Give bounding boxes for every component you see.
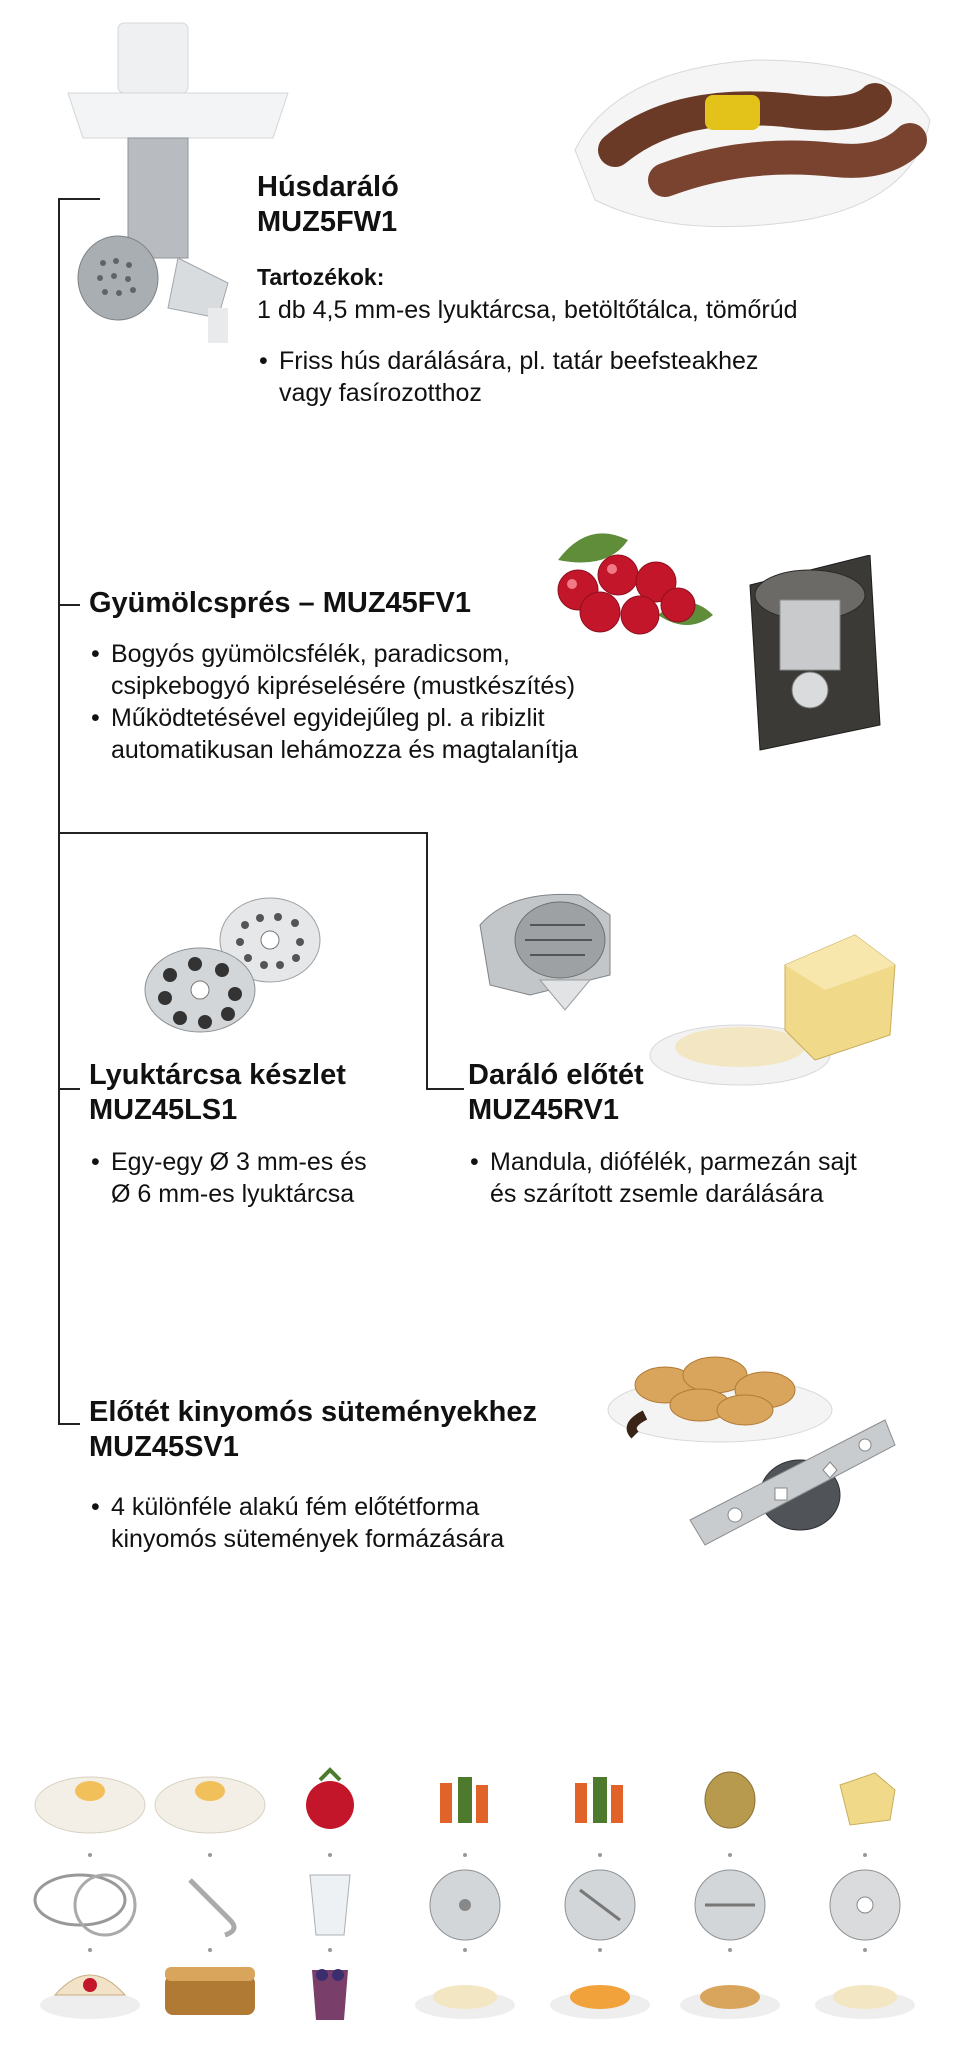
list-item: • Friss hús darálására, pl. tatár beefsteakhez — [257, 345, 758, 377]
meat-grinder-model: MUZ5FW1 — [257, 206, 398, 238]
cookie-attachment-title — [89, 1395, 537, 1465]
accessory-grid — [0, 1755, 960, 2045]
connector-vertical — [58, 198, 60, 1425]
perforated-discs-image — [140, 890, 340, 1040]
grater-model: MUZ45RV1 — [468, 1094, 619, 1126]
list-item: • Bogyós gyümölcsfélék, paradicsom, — [89, 638, 578, 670]
meat-grinder-title — [257, 170, 399, 240]
meat-grinder-bullet-list — [257, 345, 758, 409]
meat-grinder-accessories-text: 1 db 4,5 mm-es lyuktárcsa, betöltőtálca, tömőrúd — [257, 296, 798, 324]
list-item: • 4 különféle alakú fém előtétforma — [89, 1491, 504, 1523]
grater-name: Daráló előtét — [468, 1059, 644, 1091]
fruit-press-bullet-list — [89, 638, 578, 766]
connector-branch-4 — [58, 1088, 80, 1090]
list-item-continuation: automatikusan lehámozza és magtalanítja — [111, 736, 578, 764]
berries-image — [538, 520, 718, 640]
list-item-continuation: Ø 6 mm-es lyuktárcsa — [111, 1180, 355, 1208]
sausage-image — [555, 30, 945, 270]
fruit-press-image — [720, 555, 890, 755]
list-item-continuation: és szárított zsemle darálására — [490, 1180, 824, 1208]
cookie-attachment-model: MUZ45SV1 — [89, 1431, 239, 1463]
grid-column-kneading-hook — [155, 1777, 265, 2015]
parmesan-image — [645, 925, 900, 1090]
connector-branch-2 — [58, 604, 80, 606]
cookie-attachment-name: Előtét kinyomós süteményekhez — [89, 1396, 538, 1428]
cookie-attachment-bullet-list — [89, 1491, 504, 1555]
grid-column-slicing-disc — [415, 1777, 515, 2019]
meat-grinder-accessories-label: Tartozékok: — [257, 264, 385, 290]
disc-set-title — [89, 1058, 346, 1128]
list-item-continuation: csipkebogyó kipréselésére (mustkészítés) — [111, 672, 576, 700]
list-item: • Egy-egy Ø 3 mm-es és — [89, 1146, 367, 1178]
disc-set-name: Lyuktárcsa készlet — [89, 1059, 346, 1091]
grid-column-whisk — [35, 1777, 145, 2019]
list-item: • Mandula, diófélék, parmezán sajt — [468, 1146, 857, 1178]
grid-column-grating-disc — [815, 1773, 915, 2019]
cookie-press-image — [685, 1400, 900, 1550]
connector-branch-5 — [58, 1423, 80, 1425]
disc-set-bullet-list — [89, 1146, 367, 1210]
grater-bullet-list — [468, 1146, 857, 1210]
fruit-press-title: Gyümölcsprés – MUZ45FV1 — [89, 587, 471, 619]
grid-column-reversible-disc — [550, 1777, 650, 2019]
grid-column-potato-disc — [680, 1772, 780, 2019]
grid-column-blender — [306, 1770, 354, 2020]
disc-set-model: MUZ45LS1 — [89, 1094, 238, 1126]
list-item-continuation: vagy fasírozotthoz — [279, 379, 482, 407]
list-item: • Működtetésével egyidejűleg pl. a ribizlit — [89, 702, 578, 734]
connector-branch-3-top — [58, 832, 428, 834]
connector-branch-3-right — [426, 1088, 464, 1090]
list-item-continuation: kinyomós sütemények formázására — [111, 1525, 505, 1553]
meat-grinder-name: Húsdaráló — [257, 171, 399, 203]
connector-branch-3-down — [426, 832, 428, 1090]
grater-attachment-image — [470, 885, 620, 1015]
grater-title — [468, 1058, 644, 1128]
